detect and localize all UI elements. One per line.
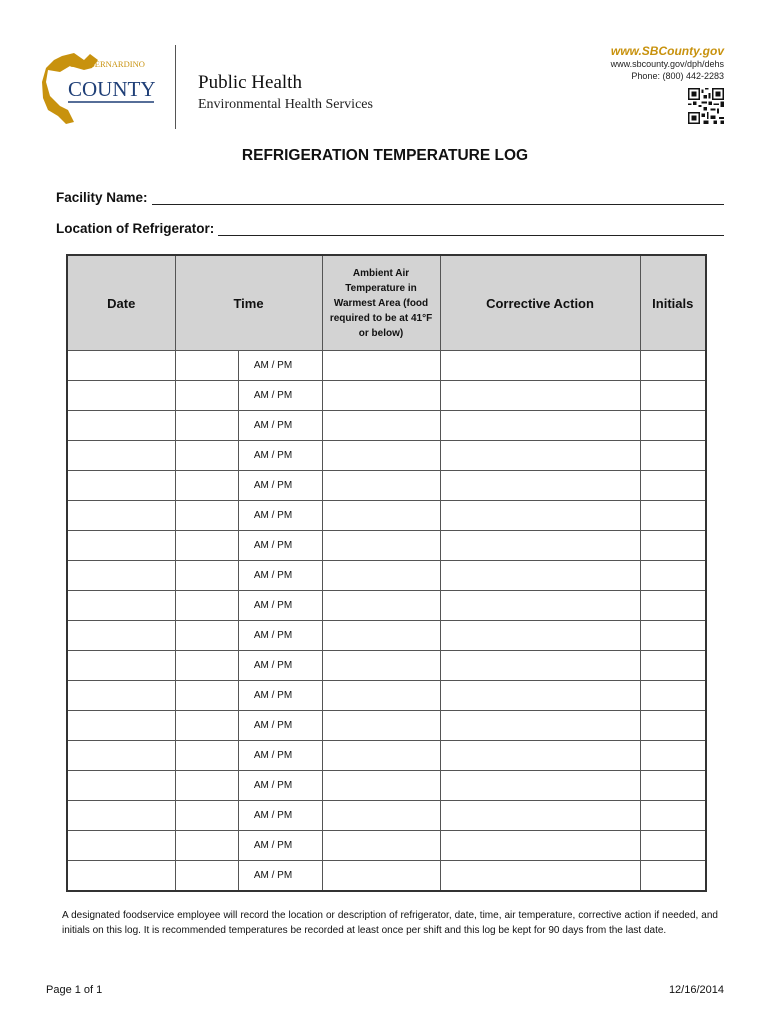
time-entry-cell[interactable] — [175, 531, 238, 561]
temperature-cell[interactable] — [322, 861, 440, 892]
initials-cell[interactable] — [640, 411, 706, 441]
temperature-cell[interactable] — [322, 711, 440, 741]
corrective-action-cell[interactable] — [440, 741, 640, 771]
temperature-cell[interactable] — [322, 351, 440, 381]
date-cell[interactable] — [67, 351, 175, 381]
ampm-cell: AM / PM — [238, 381, 322, 411]
date-cell[interactable] — [67, 471, 175, 501]
date-cell[interactable] — [67, 381, 175, 411]
corrective-action-cell[interactable] — [440, 831, 640, 861]
table-row — [67, 741, 706, 771]
date-cell[interactable] — [67, 411, 175, 441]
facility-name-row — [56, 190, 724, 205]
table-row — [67, 531, 706, 561]
corrective-action-cell[interactable] — [440, 861, 640, 892]
date-cell[interactable] — [67, 741, 175, 771]
time-entry-cell[interactable] — [175, 411, 238, 441]
date-cell[interactable] — [67, 681, 175, 711]
table-row — [67, 441, 706, 471]
date-cell[interactable] — [67, 771, 175, 801]
temperature-cell[interactable] — [322, 471, 440, 501]
date-cell[interactable] — [67, 711, 175, 741]
table-row — [67, 351, 706, 381]
initials-cell[interactable] — [640, 801, 706, 831]
org-title: Public Health — [198, 72, 302, 93]
org-subtitle: Environmental Health Services — [198, 97, 373, 112]
initials-cell[interactable] — [640, 561, 706, 591]
date-cell[interactable] — [67, 831, 175, 861]
ampm-cell: AM / PM — [238, 411, 322, 441]
ampm-cell: AM / PM — [238, 741, 322, 771]
document-title: REFRIGERATION TEMPERATURE LOG — [241, 147, 529, 164]
time-header: Time — [175, 255, 322, 351]
initials-cell[interactable] — [640, 351, 706, 381]
initials-cell[interactable] — [640, 861, 706, 892]
initials-cell[interactable] — [640, 381, 706, 411]
initials-cell[interactable] — [640, 651, 706, 681]
temperature-cell[interactable] — [322, 801, 440, 831]
corrective-action-header: Corrective Action — [440, 255, 640, 351]
temperature-cell[interactable] — [322, 411, 440, 441]
temperature-cell[interactable] — [322, 531, 440, 561]
time-entry-cell[interactable] — [175, 561, 238, 591]
logo-bottom-text: COUNTY — [68, 77, 156, 101]
ampm-cell: AM / PM — [238, 501, 322, 531]
temperature-cell[interactable] — [322, 441, 440, 471]
facility-name-label: Facility Name: — [56, 190, 148, 205]
corrective-action-cell[interactable] — [440, 561, 640, 591]
ampm-cell: AM / PM — [238, 591, 322, 621]
corrective-action-cell[interactable] — [440, 801, 640, 831]
date-cell[interactable] — [67, 531, 175, 561]
facility-name-field[interactable] — [152, 190, 724, 205]
date-cell[interactable] — [67, 591, 175, 621]
date-header: Date — [67, 255, 175, 351]
temperature-cell[interactable] — [322, 591, 440, 621]
instructions-footnote: A designated foodservice employee will record the location or description of refrigerator, date, time, air temperature, corrective action if needed, and initials on this log. It is recommended temperatures be recorded at least once per shift and this log be kept for 90 days from the last date. — [62, 910, 718, 936]
corrective-action-cell[interactable] — [440, 351, 640, 381]
time-entry-cell[interactable] — [175, 501, 238, 531]
log-table-body — [67, 351, 706, 892]
qr-code-icon — [688, 88, 724, 124]
initials-cell[interactable] — [640, 711, 706, 741]
date-cell[interactable] — [67, 861, 175, 892]
date-cell[interactable] — [67, 561, 175, 591]
ampm-cell: AM / PM — [238, 471, 322, 501]
date-cell[interactable] — [67, 801, 175, 831]
table-row — [67, 381, 706, 411]
time-entry-cell[interactable] — [175, 591, 238, 621]
table-row — [67, 561, 706, 591]
table-row — [67, 681, 706, 711]
time-entry-cell[interactable] — [175, 621, 238, 651]
time-entry-cell[interactable] — [175, 381, 238, 411]
temperature-cell[interactable] — [322, 771, 440, 801]
date-cell[interactable] — [67, 651, 175, 681]
temperature-cell[interactable] — [322, 681, 440, 711]
table-row — [67, 501, 706, 531]
initials-cell[interactable] — [640, 741, 706, 771]
table-row — [67, 711, 706, 741]
ampm-cell: AM / PM — [238, 561, 322, 591]
initials-cell[interactable] — [640, 531, 706, 561]
corrective-action-cell[interactable] — [440, 591, 640, 621]
ampm-cell: AM / PM — [238, 801, 322, 831]
temperature-log-table — [66, 254, 707, 892]
table-header-row — [67, 255, 706, 351]
temperature-cell[interactable] — [322, 381, 440, 411]
ampm-cell: AM / PM — [238, 861, 322, 892]
time-entry-cell[interactable] — [175, 771, 238, 801]
table-row — [67, 801, 706, 831]
ampm-cell: AM / PM — [238, 771, 322, 801]
time-entry-cell[interactable] — [175, 741, 238, 771]
date-cell[interactable] — [67, 501, 175, 531]
time-entry-cell[interactable] — [175, 861, 238, 892]
initials-header: Initials — [640, 255, 706, 351]
phone-number: Phone: (800) 442-2283 — [631, 71, 724, 81]
time-entry-cell[interactable] — [175, 351, 238, 381]
corrective-action-cell[interactable] — [440, 681, 640, 711]
revision-date: 12/16/2014 — [668, 984, 724, 996]
logo-top-text: SAN BERNARDINO — [70, 59, 145, 69]
refrigerator-location-row — [56, 221, 724, 236]
table-row — [67, 771, 706, 801]
temperature-cell[interactable] — [322, 651, 440, 681]
table-row — [67, 591, 706, 621]
ampm-cell: AM / PM — [238, 441, 322, 471]
initials-cell[interactable] — [640, 441, 706, 471]
dept-url[interactable]: www.sbcounty.gov/dph/dehs — [610, 59, 724, 69]
corrective-action-cell[interactable] — [440, 771, 640, 801]
temperature-cell[interactable] — [322, 621, 440, 651]
contact-block — [611, 44, 724, 82]
county-logo — [40, 50, 165, 125]
temperature-cell[interactable] — [322, 741, 440, 771]
temperature-cell[interactable] — [322, 561, 440, 591]
refrigerator-location-label: Location of Refrigerator: — [56, 221, 215, 236]
ampm-cell: AM / PM — [238, 681, 322, 711]
refrigerator-location-field[interactable] — [218, 221, 724, 236]
initials-cell[interactable] — [640, 471, 706, 501]
ampm-cell: AM / PM — [238, 711, 322, 741]
initials-cell[interactable] — [640, 771, 706, 801]
initials-cell[interactable] — [640, 681, 706, 711]
page-number: Page 1 of 1 — [46, 984, 103, 996]
corrective-action-cell[interactable] — [440, 471, 640, 501]
corrective-action-cell[interactable] — [440, 621, 640, 651]
time-entry-cell[interactable] — [175, 801, 238, 831]
corrective-action-cell[interactable] — [440, 711, 640, 741]
ampm-cell: AM / PM — [238, 531, 322, 561]
corrective-action-cell[interactable] — [440, 501, 640, 531]
table-row — [67, 831, 706, 861]
time-entry-cell[interactable] — [175, 681, 238, 711]
ampm-cell: AM / PM — [238, 621, 322, 651]
corrective-action-cell[interactable] — [440, 651, 640, 681]
ambient-temp-header: Ambient Air Temperature in Warmest Area (food required to be at 41°F or below) — [322, 255, 440, 351]
table-row — [67, 651, 706, 681]
initials-cell[interactable] — [640, 831, 706, 861]
initials-cell[interactable] — [640, 591, 706, 621]
header-divider — [175, 45, 176, 129]
corrective-action-cell[interactable] — [440, 531, 640, 561]
time-entry-cell[interactable] — [175, 831, 238, 861]
initials-cell[interactable] — [640, 621, 706, 651]
ampm-cell: AM / PM — [238, 831, 322, 861]
date-cell[interactable] — [67, 621, 175, 651]
temperature-cell[interactable] — [322, 831, 440, 861]
ampm-cell: AM / PM — [238, 351, 322, 381]
corrective-action-cell[interactable] — [440, 381, 640, 411]
date-cell[interactable] — [67, 441, 175, 471]
corrective-action-cell[interactable] — [440, 441, 640, 471]
time-entry-cell[interactable] — [175, 471, 238, 501]
table-row — [67, 471, 706, 501]
time-entry-cell[interactable] — [175, 651, 238, 681]
table-row — [67, 411, 706, 441]
time-entry-cell[interactable] — [175, 441, 238, 471]
ampm-cell: AM / PM — [238, 651, 322, 681]
temperature-cell[interactable] — [322, 501, 440, 531]
website-link[interactable]: www.SBCounty.gov — [610, 44, 724, 58]
time-entry-cell[interactable] — [175, 711, 238, 741]
corrective-action-cell[interactable] — [440, 411, 640, 441]
table-row — [67, 861, 706, 892]
initials-cell[interactable] — [640, 501, 706, 531]
table-row — [67, 621, 706, 651]
